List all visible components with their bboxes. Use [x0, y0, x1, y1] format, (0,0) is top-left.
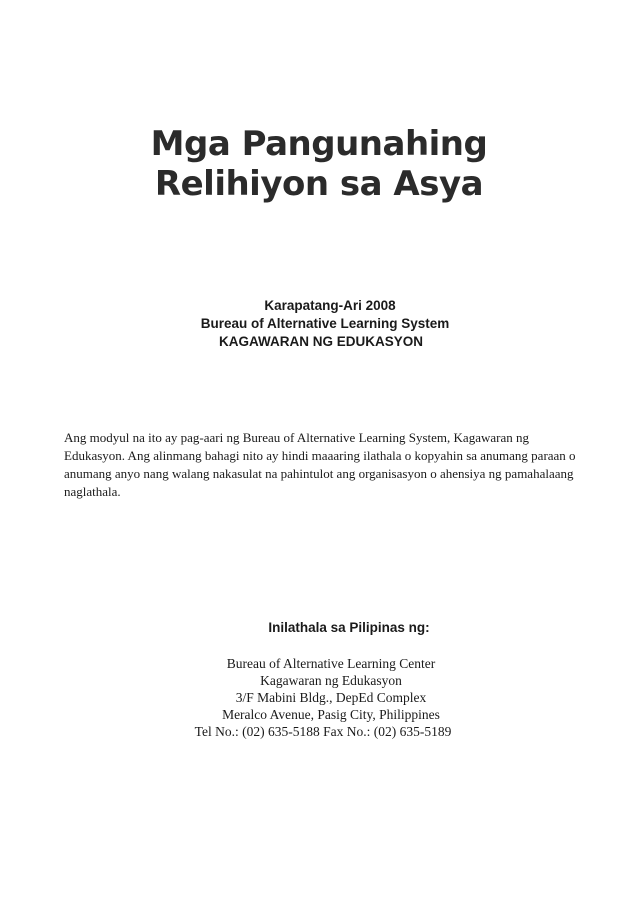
publisher-heading: Inilathala sa Pilipinas ng:: [268, 620, 430, 635]
copyright-department-line: KAGAWARAN NG EDUKASYON: [218, 334, 423, 349]
publisher-address-block: [0, 655, 638, 740]
publisher-department: Kagawaran ng Edukasyon: [260, 673, 402, 688]
document-title: [0, 124, 638, 204]
publisher-contact: Tel No.: (02) 635-5188 Fax No.: (02) 635-5189: [194, 724, 452, 739]
title-line-1: Mga Pangunahing: [150, 124, 488, 164]
copyright-owner-line: Bureau of Alternative Learning System: [200, 316, 450, 331]
publisher-address: Meralco Avenue, Pasig City, Philippines: [222, 707, 440, 722]
copyright-year-line: Karapatang-Ari 2008: [264, 298, 396, 313]
publisher-building: 3/F Mabini Bldg., DepEd Complex: [235, 690, 427, 705]
publisher-name: Bureau of Alternative Learning Center: [226, 656, 436, 671]
copyright-notice: Ang modyul na ito ay pag-aari ng Bureau of Alternative Learning System, Kagawaran ng Edukasyon. Ang alinmang bahagi nito ay hindi maaaring ilathala o kopyahin sa anumang paraan o anumang anyo nang walang nakasulat na pahintulot ang organisasyon o ahensiya ng pamahalaang naglathala.: [64, 430, 576, 499]
copyright-block: [0, 297, 638, 351]
title-line-2: Relihiyon sa Asya: [154, 164, 484, 204]
